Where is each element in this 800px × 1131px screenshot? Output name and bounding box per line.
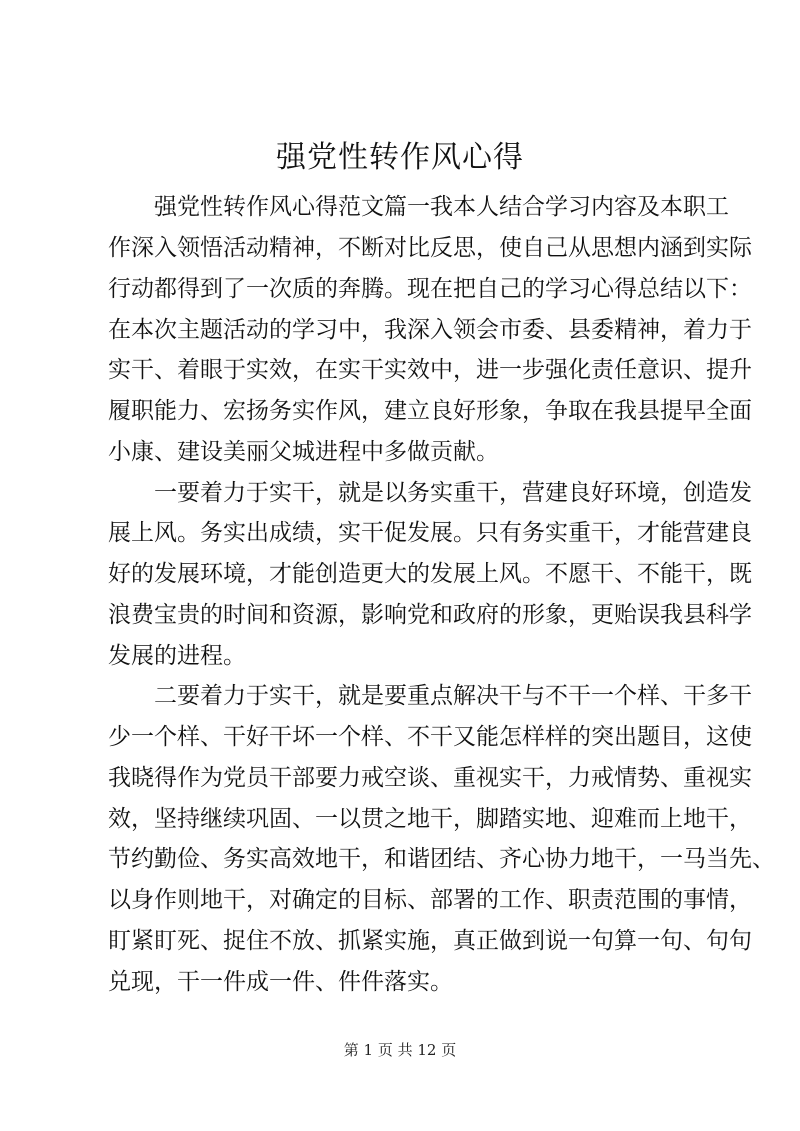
paragraph-line: 行动都得到了一次质的奔腾。现在把自己的学习心得总结以下： <box>108 276 752 302</box>
paragraph-line: 强党性转作风心得范文篇一我本人结合学习内容及本职工 <box>108 194 729 220</box>
paragraph-line: 节约勤俭、务实高效地干，和谐团结、齐心协力地干，一马当先、 <box>108 846 775 872</box>
paragraph-line: 少一个样、干好干坏一个样、不干又能怎样样的突出题目，这使 <box>108 724 752 750</box>
paragraph-line: 兑现，干一件成一件、件件落实。 <box>108 969 453 995</box>
paragraph-line: 展上风。务实出成绩，实干促发展。只有务实重干，才能营建良 <box>108 520 752 546</box>
paragraph-line: 我晓得作为党员干部要力戒空谈、重视实干，力戒情势、重视实 <box>108 765 752 791</box>
paragraph-line: 好的发展环境，才能创造更大的发展上风。不愿干、不能干，既 <box>108 561 752 587</box>
paragraph-line: 在本次主题活动的学习中，我深入领会市委、县委精神，着力于 <box>108 317 752 343</box>
paragraph-line: 作深入领悟活动精神，不断对比反思，使自己从思想内涵到实际 <box>108 235 752 261</box>
paragraph-line: 效，坚持继续巩固、一以贯之地干，脚踏实地、迎难而上地干， <box>108 806 752 832</box>
paragraph-line: 履职能力、宏扬务实作风，建立良好形象，争取在我县提早全面 <box>108 398 752 424</box>
document-title: 强党性转作风心得 <box>276 140 524 175</box>
paragraph-line: 浪费宝贵的时间和资源，影响党和政府的形象，更贻误我县科学 <box>108 602 752 628</box>
paragraph-line: 以身作则地干，对确定的目标、部署的工作、职责范围的事情， <box>108 887 752 913</box>
paragraph-line: 发展的进程。 <box>108 643 246 669</box>
paragraph-line: 小康、建设美丽父城进程中多做贡献。 <box>108 439 499 465</box>
paragraph-line: 盯紧盯死、捉住不放、抓紧实施，真正做到说一句算一句、句句 <box>108 928 752 954</box>
paragraph-line: 一要着力于实干，就是以务实重干，营建良好环境，创造发 <box>108 480 752 506</box>
paragraph-line: 实干、着眼于实效，在实干实效中，进一步强化责任意识、提升 <box>108 357 752 383</box>
paragraph-line: 二要着力于实干，就是要重点解决干与不干一个样、干多干 <box>108 683 752 709</box>
page-footer: 第 1 页 共 12 页 <box>343 1041 457 1059</box>
